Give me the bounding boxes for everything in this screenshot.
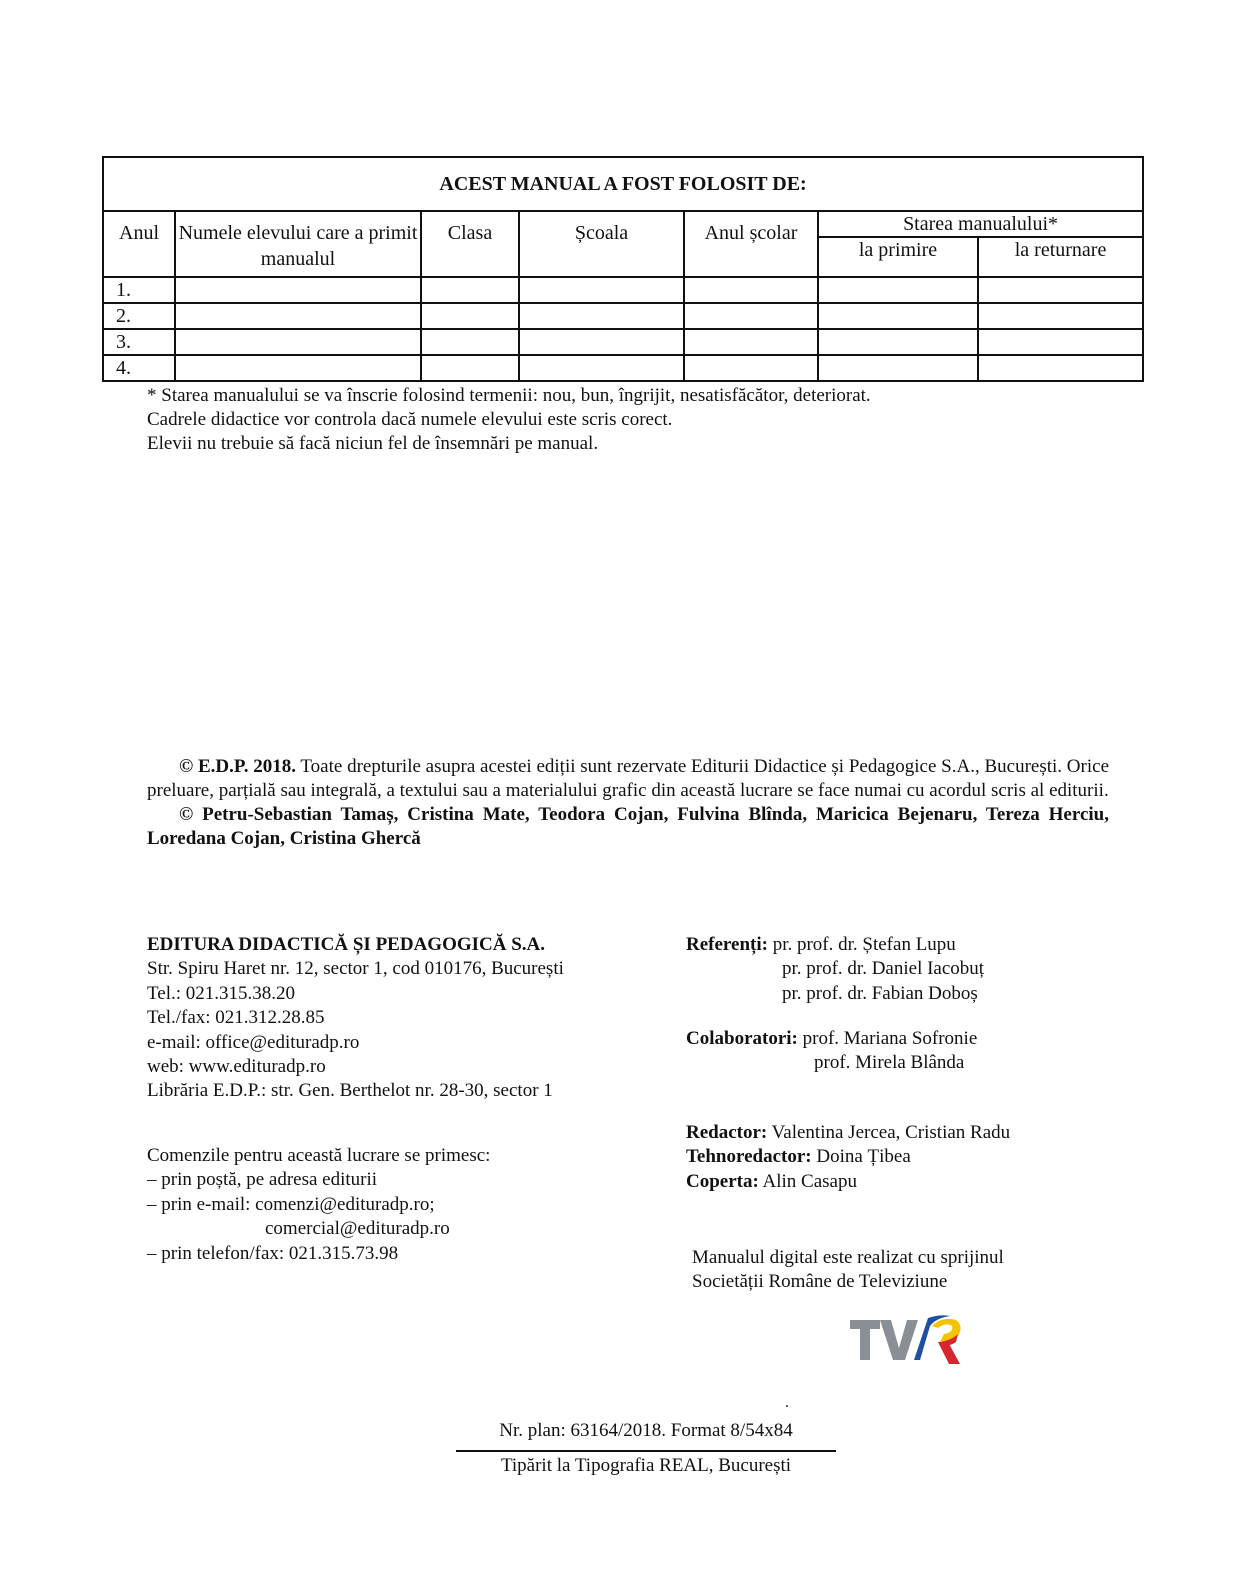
orders-post: – prin poștă, pe adresa editurii (147, 1169, 378, 1191)
publisher-telfax: Tel./fax: 021.312.28.85 (147, 1007, 325, 1029)
redactor-name: Valentina Jercea, Cristian Radu (771, 1122, 1011, 1143)
row-number: 2. (103, 303, 175, 329)
publisher-address: Str. Spiru Haret nr. 12, sector 1, cod 010176, București (147, 958, 564, 980)
row-number: 4. (103, 355, 175, 381)
publisher-name: EDITURA DIDACTICĂ ȘI PEDAGOGICĂ S.A. (147, 934, 546, 955)
authors-paragraph (147, 803, 1109, 851)
colaboratori-block (686, 1027, 977, 1076)
table-cell (978, 329, 1143, 355)
publisher-block (147, 933, 564, 1104)
header-anul: Anul (103, 211, 175, 277)
table-cell (684, 277, 818, 303)
table-cell (519, 355, 684, 381)
referenti-block (686, 933, 984, 1006)
referent-name: pr. prof. dr. Daniel Iacobuț (782, 958, 985, 980)
publisher-library: Librăria E.D.P.: str. Gen. Berthelot nr. 28-30, sector 1 (147, 1080, 553, 1102)
table-cell (421, 355, 519, 381)
coperta-name: Alin Casapu (762, 1170, 857, 1192)
table-cell (175, 355, 421, 381)
referenti-label: Referenți: (686, 934, 768, 955)
tvr-logo-icon (848, 1312, 966, 1368)
header-starea: Starea manualului* (818, 211, 1143, 237)
tehnoredactor-label: Tehnoredactor: (686, 1146, 812, 1168)
digital-note-line: Societății Române de Televiziune (692, 1271, 948, 1293)
orders-email: – prin e-mail: comenzi@edituradp.ro; (147, 1193, 435, 1215)
table-cell (978, 303, 1143, 329)
table-cell (421, 277, 519, 303)
header-la-returnare: la returnare (978, 237, 1143, 277)
digital-note (692, 1246, 1004, 1295)
table-cell (818, 329, 978, 355)
table-cell (175, 329, 421, 355)
copyright-paragraph (147, 755, 1109, 803)
table-cell (519, 277, 684, 303)
table-cell (818, 303, 978, 329)
table-cell (818, 355, 978, 381)
redactor-label: Redactor: (686, 1122, 768, 1143)
colaboratori-label: Colaboratori: (686, 1028, 798, 1049)
table-cell (175, 277, 421, 303)
digital-note-line: Manualul digital este realizat cu sprijinul (692, 1247, 1004, 1268)
table-cell (519, 303, 684, 329)
colaborator-name: prof. Mirela Blânda (814, 1052, 965, 1074)
table-row (103, 303, 1143, 329)
table-cell (421, 329, 519, 355)
tehnoredactor-name: Doina Țibea (816, 1146, 911, 1168)
header-scoala: Școala (519, 211, 684, 277)
usage-table-title: ACEST MANUAL A FOST FOLOSIT DE: (103, 157, 1143, 211)
copyright-block (147, 755, 1109, 851)
referent-name: pr. prof. dr. Fabian Doboș (782, 982, 978, 1004)
table-cell (175, 303, 421, 329)
staff-block (686, 1121, 1010, 1194)
row-number: 1. (103, 277, 175, 303)
publisher-web: web: www.edituradp.ro (147, 1056, 326, 1078)
table-cell (684, 303, 818, 329)
table-row (103, 329, 1143, 355)
table-cell (684, 329, 818, 355)
orders-email-2: comercial@edituradp.ro (265, 1218, 450, 1240)
coperta-label: Coperta: (686, 1170, 759, 1192)
table-cell (978, 277, 1143, 303)
row-number: 3. (103, 329, 175, 355)
colaborator-name: prof. Mariana Sofronie (802, 1028, 978, 1049)
table-cell (421, 303, 519, 329)
note-line: * Starea manualului se va înscrie folosind termenii: nou, bun, îngrijit, nesatisfăcător, deteriorat. (147, 385, 871, 406)
orders-intro: Comenzile pentru această lucrare se primesc: (147, 1145, 491, 1166)
copyright-authors: © Petru-Sebastian Tamaș, Cristina Mate, Teodora Cojan, Fulvina Blînda, Maricica Bejenaru, Tereza Herciu, Loredana Cojan, Cristina Ghercă (147, 804, 1109, 849)
tvr-logo-t (850, 1320, 880, 1360)
copyright-edp: © E.D.P. 2018. (179, 756, 296, 777)
footer-divider (456, 1450, 836, 1452)
orders-phone: – prin telefon/fax: 021.315.73.98 (147, 1242, 399, 1264)
usage-table (102, 156, 1144, 382)
copyright-text: Toate drepturile asupra acestei ediții sunt rezervate Editurii Didactice și Pedagogice S.A., București. Orice preluare, parțială sau integrală, a textului sau a materialului grafic din această lucrare se face numai cu acordul scris al editurii. (147, 756, 1109, 801)
publisher-tel: Tel.: 021.315.38.20 (147, 982, 296, 1004)
header-clasa: Clasa (421, 211, 519, 277)
tvr-logo-v (880, 1320, 918, 1360)
publisher-email: e-mail: office@edituradp.ro (147, 1031, 360, 1053)
table-cell (519, 329, 684, 355)
table-row (103, 277, 1143, 303)
table-row (103, 355, 1143, 381)
table-cell (818, 277, 978, 303)
referent-name: pr. prof. dr. Ștefan Lupu (772, 934, 956, 955)
header-anul-scolar: Anul școlar (684, 211, 818, 277)
table-cell (684, 355, 818, 381)
header-numele: Numele elevului care a primit manualul (175, 211, 421, 277)
plan-number: Nr. plan: 63164/2018. Format 8/54x84 (499, 1420, 793, 1441)
note-line: Elevii nu trebuie să facă niciun fel de însemnări pe manual. (147, 433, 599, 454)
orders-block (147, 1144, 490, 1266)
usage-notes (147, 384, 871, 456)
printer-info: Tipărit la Tipografia REAL, București (500, 1455, 792, 1476)
note-line: Cadrele didactice vor controla dacă numele elevului este scris corect. (147, 409, 673, 430)
footer-dot: . (785, 1394, 789, 1411)
table-cell (978, 355, 1143, 381)
header-la-primire: la primire (818, 237, 978, 277)
